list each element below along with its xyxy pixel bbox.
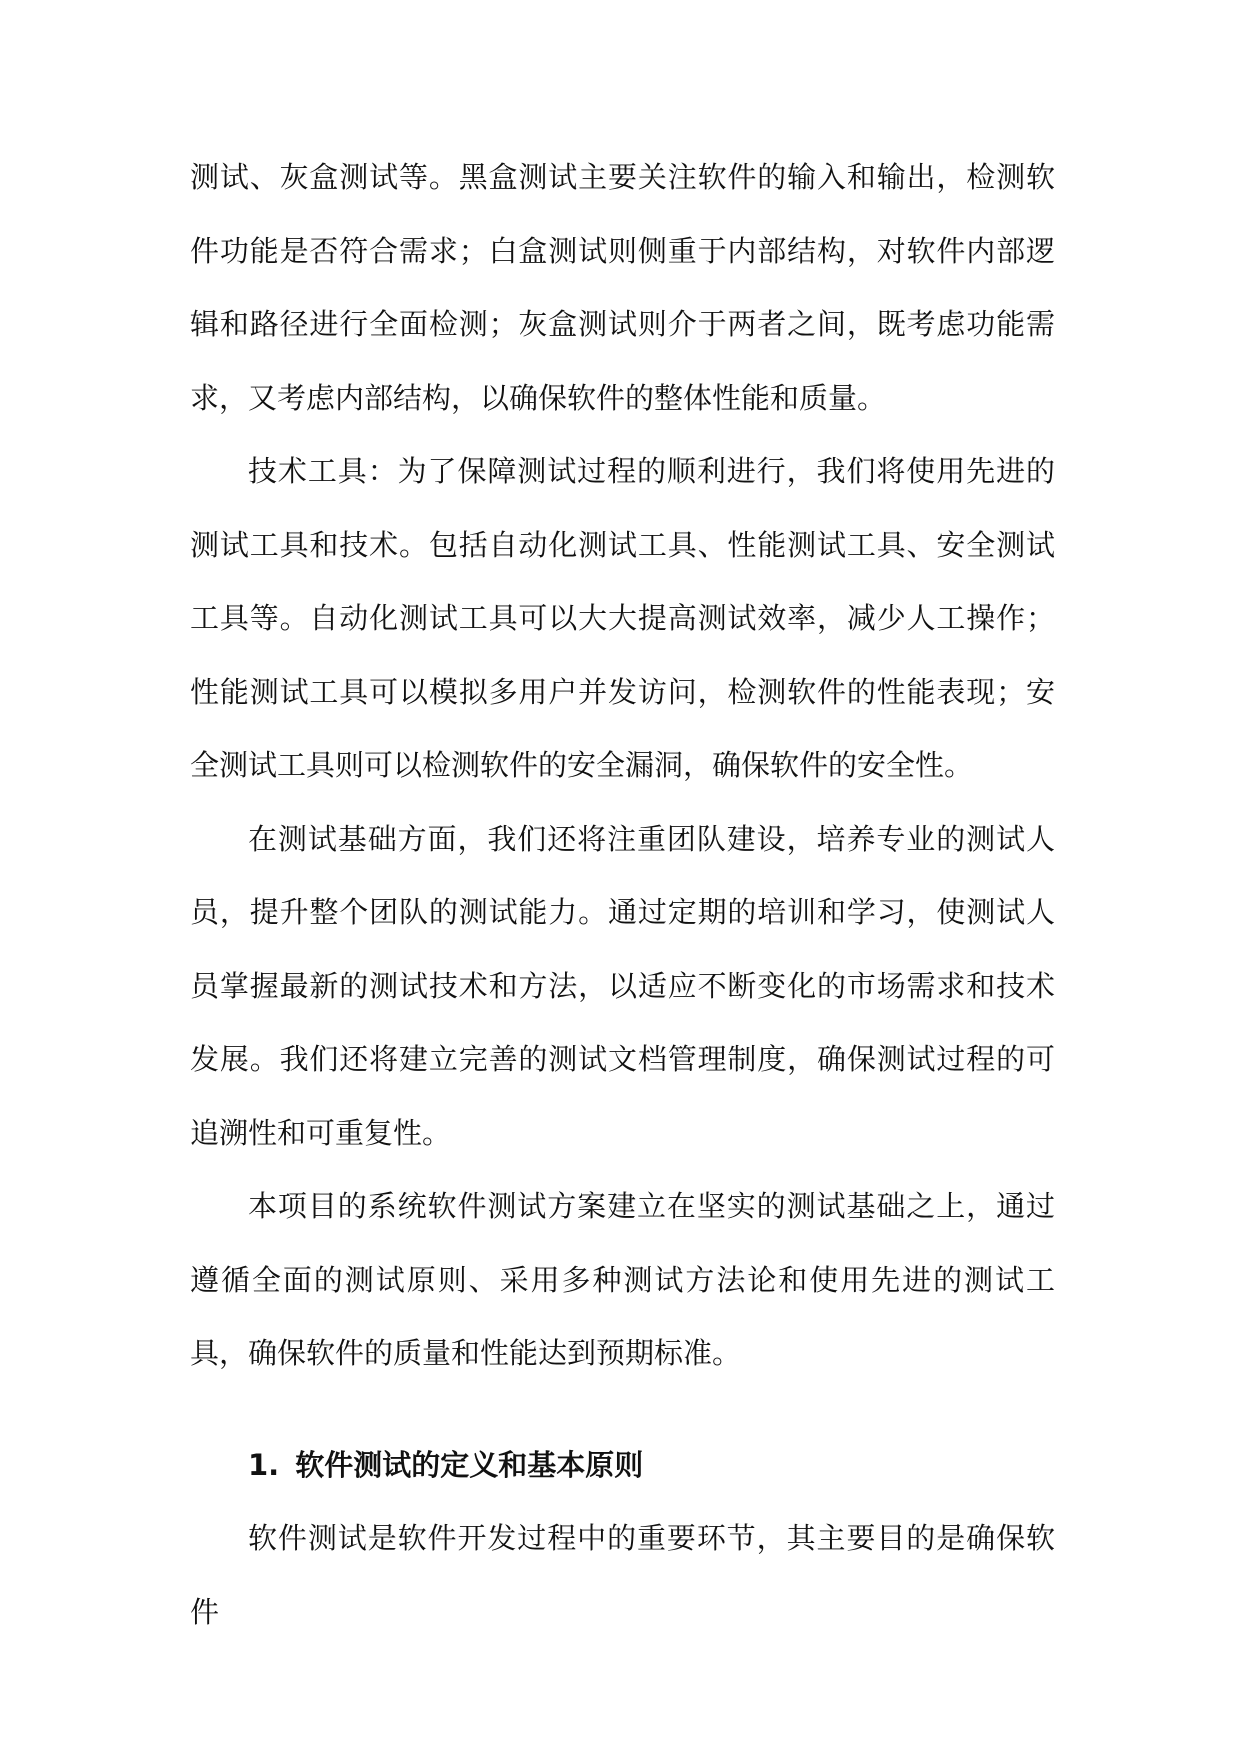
section-heading <box>190 1429 1055 1503</box>
paragraph-team-building: 在测试基础方面，我们还将注重团队建设，培养专业的测试人员，提升整个团队的测试能力。通过定期的培训和学习，使测试人员掌握最新的测试技术和方法，以适应不断变化的市场需求和技术发展。我们还将建立完善的测试文档管理制度，确保测试过程的可追溯性和可重复性。 <box>190 821 1055 1150</box>
section-title: 软件测试的定义和基本原则 <box>295 1447 644 1482</box>
paragraph-definition: 软件测试是软件开发过程中的重要环节，其主要目的是确保软件 <box>190 1521 1055 1629</box>
paragraph-summary: 本项目的系统软件测试方案建立在坚实的测试基础之上，通过遵循全面的测试原则、采用多种测试方法论和使用先进的测试工具，确保软件的质量和性能达到预期标准。 <box>190 1189 1055 1370</box>
paragraph-continued: 测试、灰盒测试等。黑盒测试主要关注软件的输入和输出，检测软件功能是否符合需求；白盒测试则侧重于内部结构，对软件内部逻辑和路径进行全面检测；灰盒测试则介于两者之间，既考虑功能需求，又考虑内部结构，以确保软件的整体性能和质量。 <box>190 160 1055 415</box>
section-number: 1. <box>248 1447 280 1482</box>
page-body <box>190 141 1055 1649</box>
paragraph-technical-tools: 技术工具：为了保障测试过程的顺利进行，我们将使用先进的测试工具和技术。包括自动化测试工具、性能测试工具、安全测试工具等。自动化测试工具可以大大提高测试效率，减少人工操作；性能测试工具可以模拟多用户并发访问，检测软件的性能表现；安全测试工具则可以检测软件的安全漏洞，确保软件的安全性。 <box>190 454 1055 782</box>
